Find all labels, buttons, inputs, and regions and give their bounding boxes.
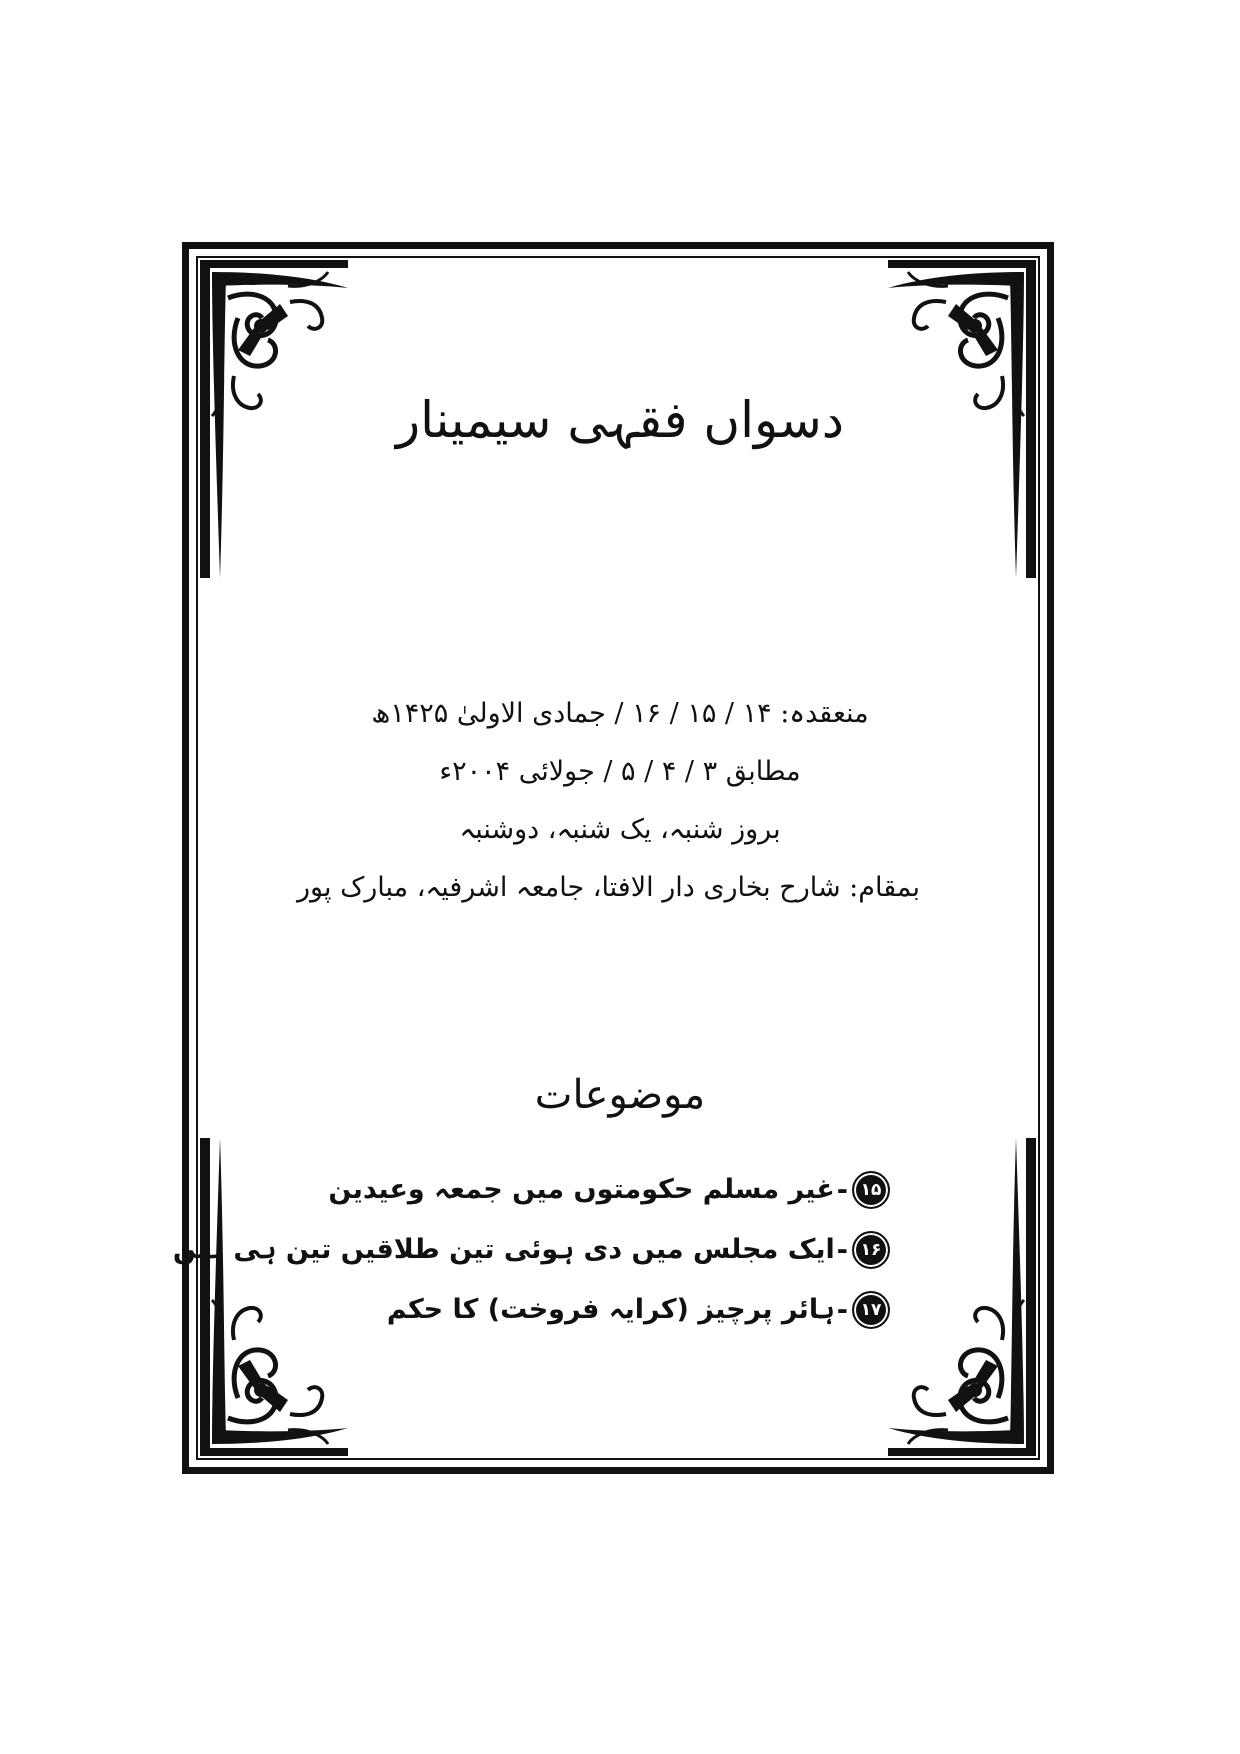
topic-number-badge: ۱۵: [852, 1171, 890, 1209]
topic-separator: -: [836, 1294, 848, 1326]
list-item: [300, 1280, 890, 1340]
topic-separator: -: [836, 1234, 848, 1266]
corner-ornament-icon: [878, 1128, 1038, 1458]
list-item: [172, 1220, 890, 1280]
topic-text: ایک مجلس میں دی ہوئی تین طلاقیں تین ہی ہیں: [172, 1234, 835, 1265]
seminar-details: [297, 685, 920, 917]
topic-text: ہائر پرچیز (کرایہ فروخت) کا حکم: [386, 1294, 835, 1325]
topics-heading: موضوعات: [534, 1072, 706, 1118]
days-line: بروز شنبہ، یک شنبہ، دوشنبہ: [459, 814, 781, 845]
topic-number-badge: ۱۶: [852, 1231, 890, 1269]
list-item: [300, 1160, 890, 1220]
page-title: دسواں فقہی سیمینار: [396, 391, 844, 449]
held-dates-hijri: منعقدہ: ۱۴ / ۱۵ / ۱۶ / جمادی الاولیٰ ۱۴۲۵ھ: [371, 698, 869, 729]
dates-gregorian: مطابق ۳ / ۴ / ۵ / جولائی ۲۰۰۴ء: [439, 756, 801, 787]
topic-number-badge: ۱۷: [852, 1291, 890, 1329]
topics-list: [172, 1160, 890, 1340]
topic-separator: -: [836, 1174, 848, 1206]
corner-ornament-icon: [878, 258, 1038, 588]
topic-text: غیر مسلم حکومتوں میں جمعہ وعیدین: [328, 1174, 835, 1205]
venue-line: بمقام: شارح بخاری دار الافتا، جامعہ اشرفیہ، مبارک پور: [297, 872, 920, 903]
corner-ornament-icon: [198, 258, 358, 588]
